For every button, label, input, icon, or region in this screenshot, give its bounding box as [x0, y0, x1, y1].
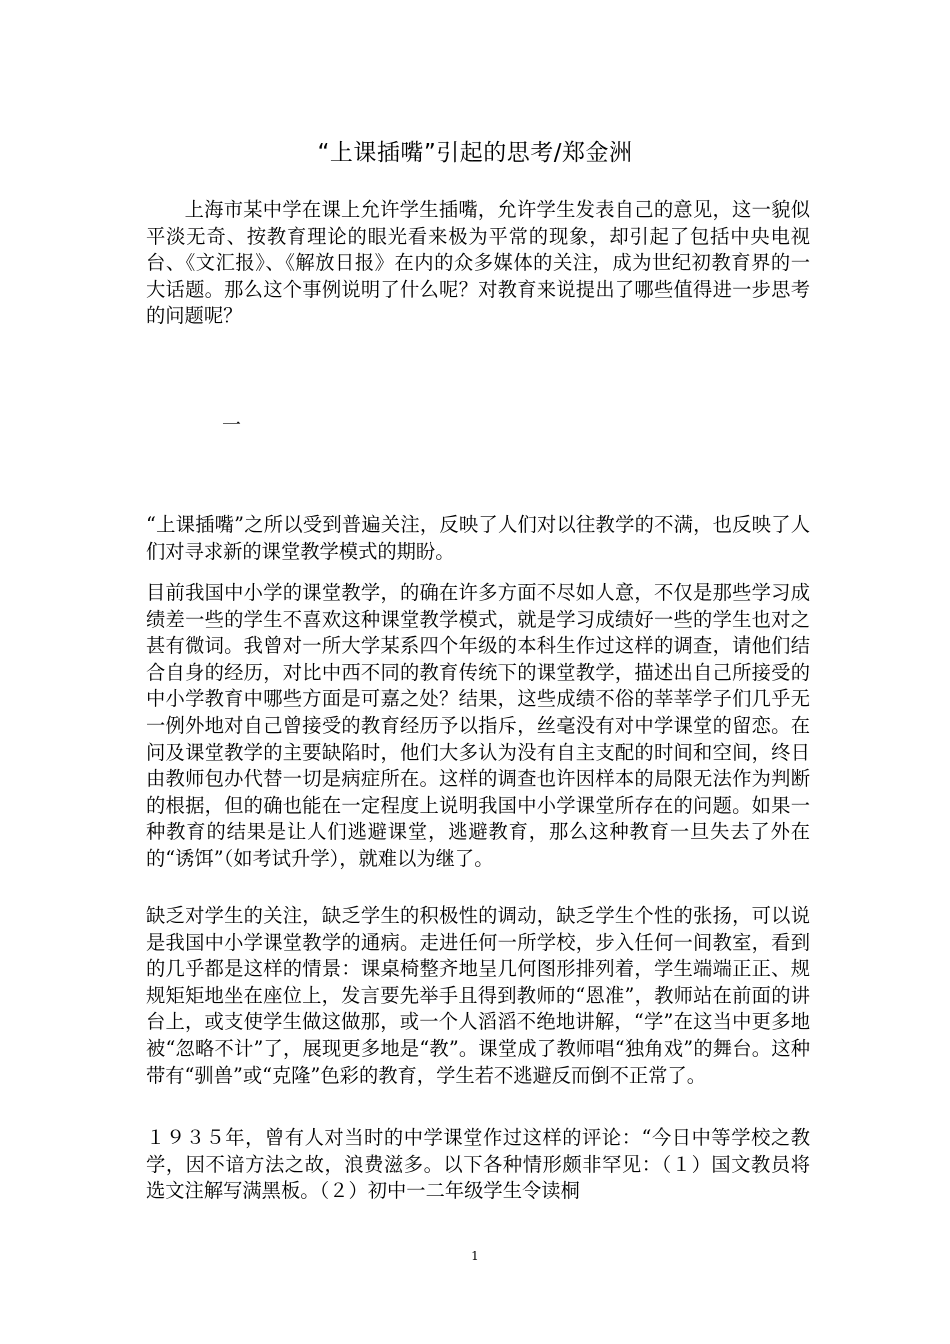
body-paragraph-4: １９３５年，曾有人对当时的中学课堂作过这样的评论：“今日中等学校之教学，因不谙方法之故，浪费滋多。以下各种情形颇非罕见：（１）国文教员将选文注解写满黑板。（２）初中一二年级学生令读桐 [146, 1126, 810, 1203]
section-number: 一 [222, 414, 242, 436]
body-paragraph-1: “上课插嘴”之所以受到普遍关注，反映了人们对以往教学的不满，也反映了人们对寻求新的课堂教学模式的期盼。 [146, 513, 810, 563]
body-paragraph-3: 缺乏对学生的关注，缺乏学生的积极性的调动，缺乏学生个性的张扬，可以说是我国中小学课堂教学的通病。走进任何一所学校，步入任何一间教室，看到的几乎都是这样的情景：课桌椅整齐地呈几何图形排列着，学生端端正正、规规矩矩地坐在座位上，发言要先举手且得到教师的“恩准”，教师站在前面的讲台上，或支使学生做这做那，或一个人滔滔不绝地讲解，“学”在这当中更多地被“忽略不计”了，展现更多地是“教”。课堂成了教师唱“独角戏”的舞台。这种带有“驯兽”或“克隆”色彩的教育，学生若不逃避反而倒不正常了。 [146, 904, 810, 1087]
body-paragraph-2: 目前我国中小学的课堂教学，的确在许多方面不尽如人意，不仅是那些学习成绩差一些的学生不喜欢这种课堂教学模式，就是学习成绩好一些的学生也对之甚有微词。我曾对一所大学某系四个年级的本科生作过这样的调查，请他们结合自身的经历，对比中西不同的教育传统下的课堂教学，描述出自己所接受的中小学教育中哪些方面是可嘉之处？结果，这些成绩不俗的莘莘学子们几乎无一例外地对自己曾接受的教育经历予以指斥，丝毫没有对中学课堂的留恋。在问及课堂教学的主要缺陷时，他们大多认为没有自主支配的时间和空间，终日由教师包办代替一切是病症所在。这样的调查也许因样本的局限无法作为判断的根据，但的确也能在一定程度上说明我国中小学课堂所存在的问题。如果一种教育的结果是让人们逃避课堂，逃避教育，那么这种教育一旦失去了外在的“诱饵”（如考试升学），就难以为继了。 [146, 581, 810, 870]
intro-paragraph: 上海市某中学在课上允许学生插嘴，允许学生发表自己的意见，这一貌似平淡无奇、按教育理论的眼光看来极为平常的现象，却引起了包括中央电视台、《文汇报》、《解放日报》在内的众多媒体的关注，成为世纪初教育界的一大话题。那么这个事例说明了什么呢？对教育来说提出了哪些值得进一步思考的问题呢？ [146, 198, 810, 328]
document-title: “上课插嘴”引起的思考/郑金洲 [317, 140, 633, 166]
page-number: 1 [471, 1249, 479, 1263]
